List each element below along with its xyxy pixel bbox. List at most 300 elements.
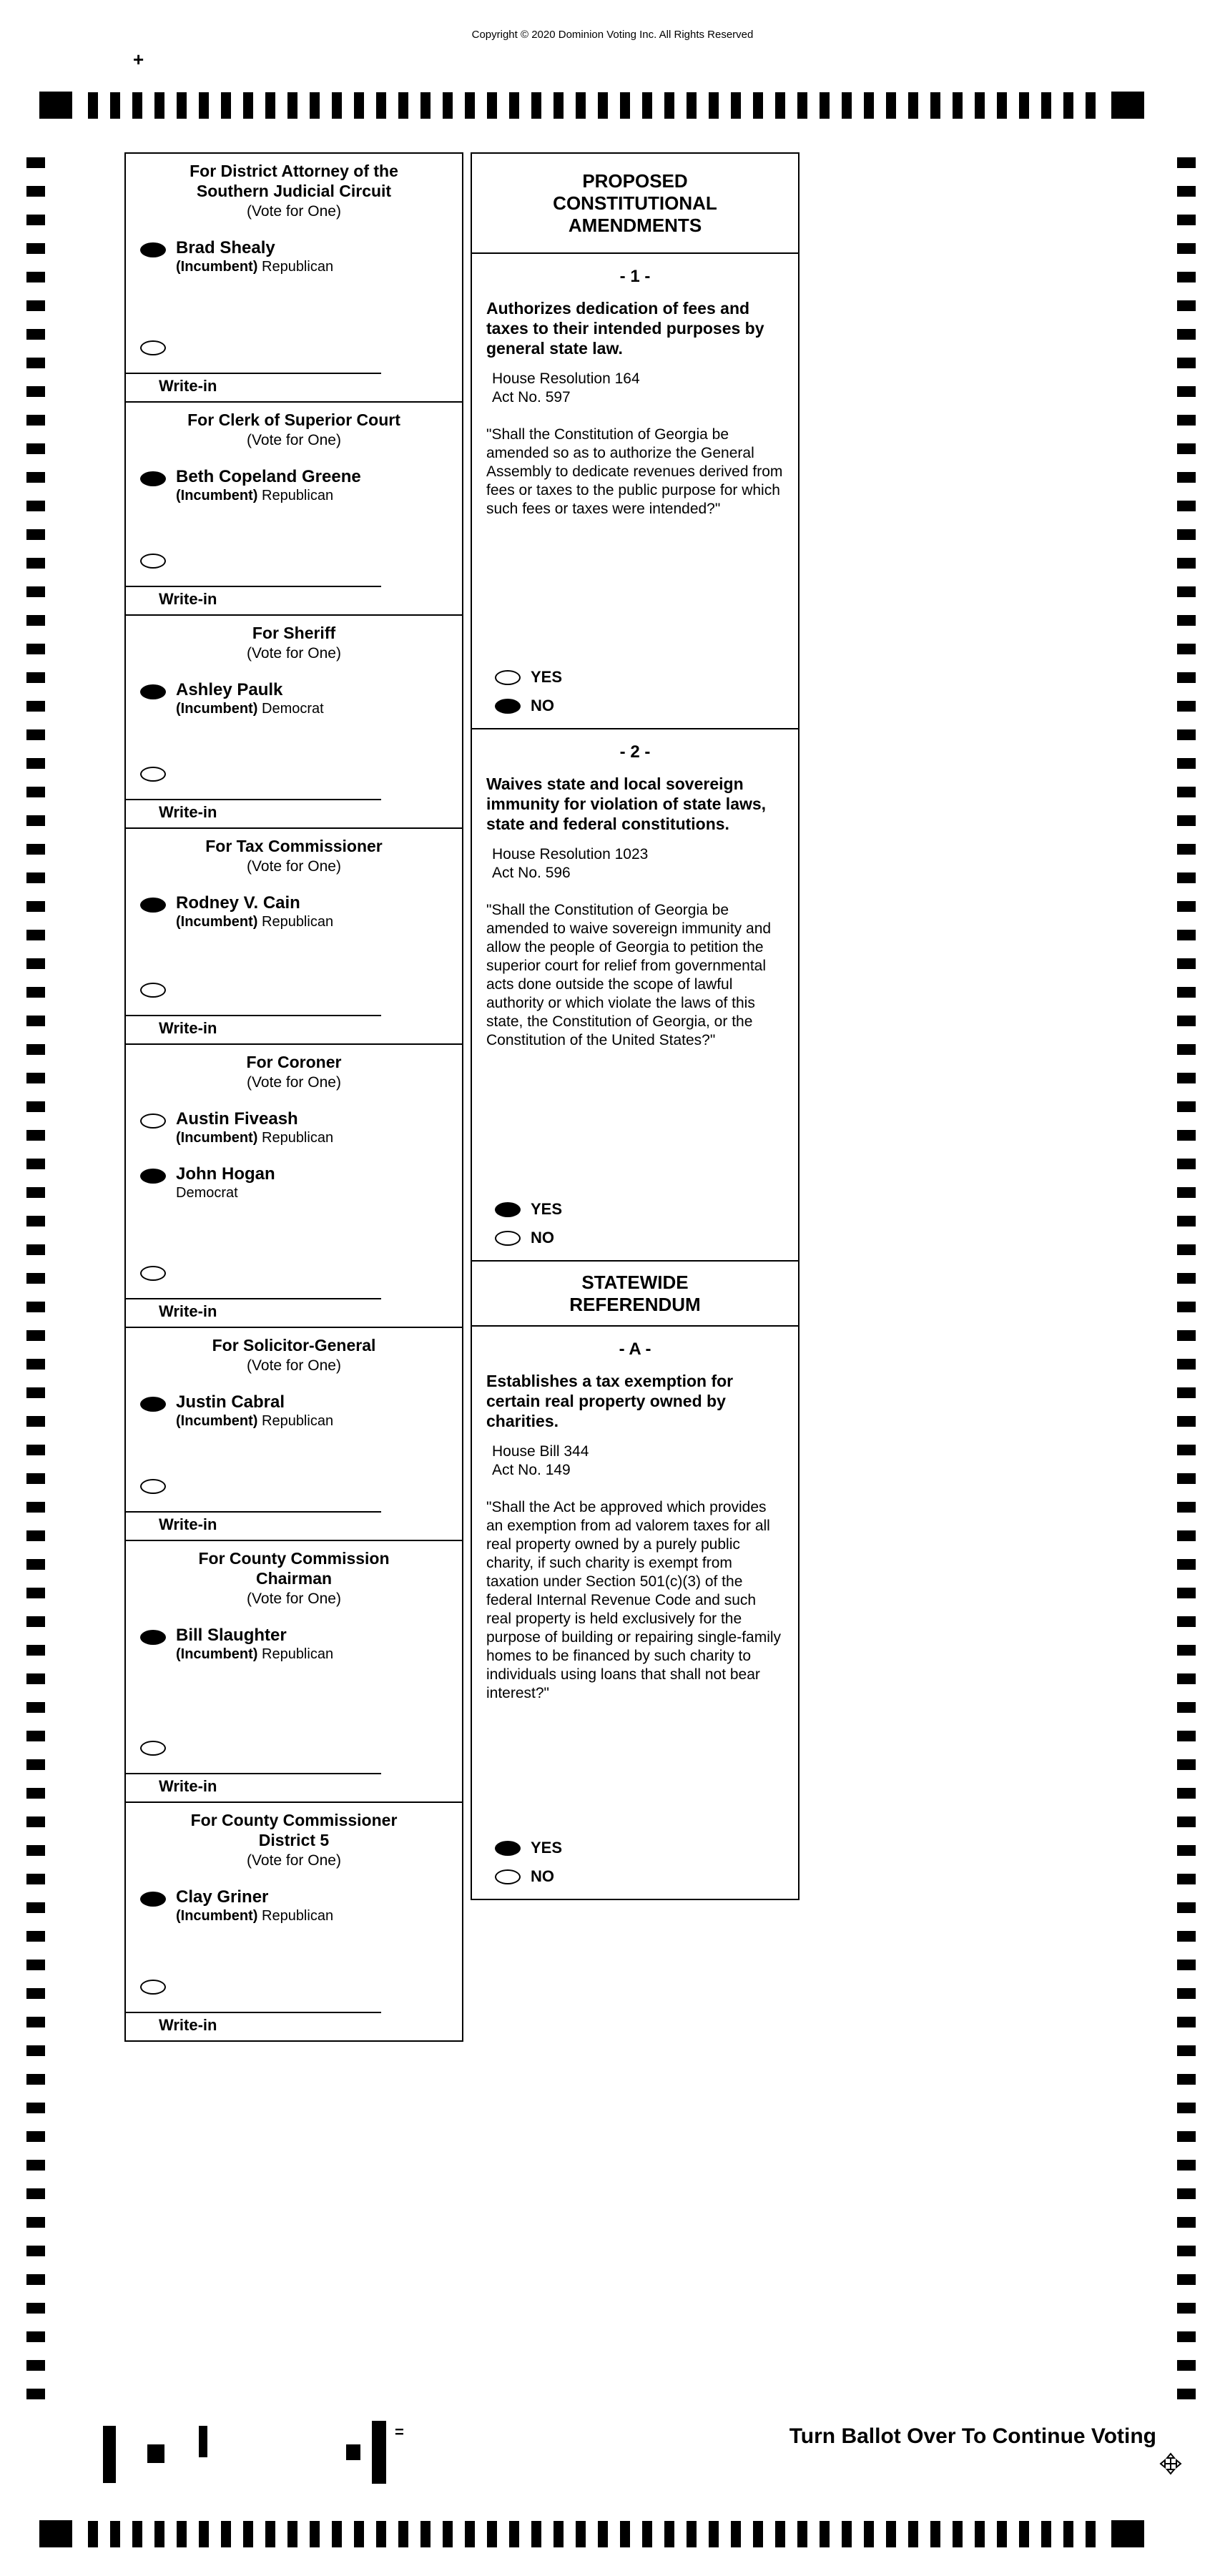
candidate-detail: (Incumbent) Republican (176, 914, 334, 930)
timing-mark (26, 2331, 45, 2342)
timing-block (1111, 2520, 1144, 2547)
timing-mark (1177, 1159, 1196, 1169)
contest-column (124, 152, 463, 2042)
vote-oval[interactable] (495, 1202, 521, 1217)
timing-mark (26, 443, 45, 454)
write-in-label: Write-in (159, 1515, 217, 1533)
measure-summary: Authorizes dedication of fees and taxes to their intended purposes by general state law. (486, 299, 764, 358)
contest-instruction: (Vote for One) (247, 858, 341, 875)
timing-mark (753, 2521, 763, 2547)
write-in-line[interactable] (126, 1015, 381, 1016)
write-in-line[interactable] (126, 373, 381, 374)
timing-mark (177, 2521, 187, 2547)
timing-mark (443, 2521, 453, 2547)
timing-mark (26, 157, 45, 168)
write-in-oval-row (140, 763, 462, 782)
timing-mark (1177, 787, 1196, 797)
timing-mark (908, 92, 918, 119)
timing-mark (554, 2521, 564, 2547)
timing-mark (1177, 901, 1196, 912)
measure-option (495, 1229, 784, 1247)
timing-mark (199, 92, 209, 119)
vote-oval[interactable] (140, 898, 166, 913)
timing-mark (1177, 1445, 1196, 1455)
candidate-detail: Democrat (176, 1185, 238, 1201)
candidate-info (176, 468, 361, 504)
timing-mark (531, 92, 541, 119)
timing-mark (26, 215, 45, 225)
write-in-oval-row (140, 979, 462, 998)
vote-oval[interactable] (495, 1841, 521, 1856)
timing-mark (1177, 2103, 1196, 2113)
vote-oval[interactable] (140, 1114, 166, 1129)
contest-instruction: (Vote for One) (247, 1591, 341, 1607)
candidate-name: John Hogan (176, 1164, 275, 1184)
timing-mark (576, 2521, 586, 2547)
candidate-row (140, 1165, 462, 1201)
contest-instruction: (Vote for One) (247, 203, 341, 220)
write-in-oval-row (140, 550, 462, 569)
write-in-area (126, 1995, 462, 2040)
timing-mark (1177, 415, 1196, 426)
timing-mark (1177, 1473, 1196, 1484)
timing-mark (26, 358, 45, 368)
measure-number: - A - (619, 1339, 651, 1359)
option-label: NO (531, 1867, 554, 1885)
timing-mark (1177, 1359, 1196, 1370)
measure-box (471, 1327, 800, 1900)
timing-mark (1177, 329, 1196, 340)
timing-mark (26, 586, 45, 597)
timing-mark (26, 701, 45, 712)
timing-mark (1177, 1673, 1196, 1684)
timing-mark (1177, 2017, 1196, 2027)
timing-mark (1177, 472, 1196, 483)
timing-mark (26, 186, 45, 197)
timing-mark (465, 92, 475, 119)
timing-mark (26, 1645, 45, 1656)
section-header-text: PROPOSED CONSTITUTIONAL AMENDMENTS (553, 169, 717, 236)
timing-mark (687, 2521, 697, 2547)
timing-mark (26, 1817, 45, 1827)
timing-mark (310, 2521, 320, 2547)
timing-mark (26, 1445, 45, 1455)
timing-mark (1177, 1216, 1196, 1226)
timing-mark (1177, 1988, 1196, 1999)
timing-mark (26, 472, 45, 483)
timing-mark (26, 1159, 45, 1169)
timing-mark (26, 1187, 45, 1198)
write-in-oval[interactable] (140, 1741, 166, 1756)
timing-mark (332, 2521, 342, 2547)
candidate-name: Rodney V. Cain (176, 893, 300, 913)
timing-mark (26, 2217, 45, 2228)
write-in-oval-row (140, 337, 462, 355)
section-header (471, 1262, 800, 1327)
timing-mark (1086, 2521, 1096, 2547)
timing-band-bottom (39, 2520, 1144, 2547)
measure-box (471, 254, 800, 729)
timing-mark (1177, 1874, 1196, 1884)
write-in-line[interactable] (126, 2012, 381, 2013)
vote-oval[interactable] (140, 1169, 166, 1184)
timing-mark (26, 1216, 45, 1226)
timing-mark (1177, 1960, 1196, 1970)
timing-mark (287, 92, 297, 119)
timing-mark (26, 2103, 45, 2113)
timing-mark (620, 2521, 630, 2547)
timing-mark (908, 2521, 918, 2547)
candidate-name: Beth Copeland Greene (176, 467, 361, 486)
candidate-detail: (Incumbent) Republican (176, 1413, 334, 1429)
timing-mark (1041, 92, 1051, 119)
timing-mark (26, 558, 45, 569)
timing-mark (26, 1273, 45, 1284)
timing-mark (26, 1387, 45, 1398)
timing-mark (731, 92, 741, 119)
candidate-row (140, 1626, 462, 1663)
measure-question: "Shall the Constitution of Georgia be amended to waive sovereign immunity and allow the people of Georgia to petition the superior court for relief from governmental acts done outside the scope of lawful authority or which violate the laws of this state, the Constitution of Georgia, or the Constitution of the United States?" (486, 902, 772, 1048)
write-in-oval[interactable] (140, 767, 166, 782)
timing-mark (26, 1559, 45, 1570)
timing-mark (731, 2521, 741, 2547)
contest-title: For County Commission Chairman (198, 1549, 390, 1588)
write-in-area (126, 782, 462, 827)
timing-mark (1177, 1387, 1196, 1398)
candidate-info (176, 1110, 333, 1146)
timing-bars (88, 92, 1096, 119)
timing-mark (1177, 2246, 1196, 2256)
candidate-detail: (Incumbent) Republican (176, 488, 334, 503)
timing-mark (26, 1845, 45, 1856)
timing-mark (26, 1302, 45, 1312)
alignment-mark (372, 2421, 386, 2484)
timing-mark (864, 2521, 874, 2547)
measure-box (471, 729, 800, 1262)
timing-mark (26, 1073, 45, 1083)
timing-mark (1177, 2217, 1196, 2228)
write-in-oval[interactable] (140, 983, 166, 998)
section-header-text: STATEWIDE REFERENDUM (569, 1271, 701, 1315)
timing-mark (26, 1101, 45, 1112)
candidate-info (176, 239, 333, 275)
write-in-label: Write-in (159, 803, 217, 821)
timing-column-left (26, 157, 45, 2399)
timing-mark (1177, 272, 1196, 282)
timing-band-top (39, 92, 1144, 119)
contest-title: For County Commissioner District 5 (190, 1811, 398, 1849)
write-in-oval[interactable] (140, 554, 166, 569)
timing-mark (1177, 701, 1196, 712)
timing-mark (1177, 1502, 1196, 1513)
contest-title: For Coroner (246, 1053, 342, 1071)
timing-mark (1177, 157, 1196, 168)
timing-mark (1177, 1845, 1196, 1856)
timing-mark (1063, 2521, 1073, 2547)
write-in-line[interactable] (126, 586, 381, 587)
timing-mark (398, 92, 408, 119)
timing-mark (26, 1788, 45, 1799)
timing-mark (1177, 1731, 1196, 1741)
timing-mark (820, 92, 830, 119)
timing-mark (864, 92, 874, 119)
section-header (471, 152, 800, 254)
contest-box (126, 154, 462, 403)
measure-question: "Shall the Act be approved which provides an exemption from ad valorem taxes for all real property owned by a purely public charity, if such charity is exempt from taxation under Section 501(c)(3) of the federal Internal Revenue Code and such real property is held exclusively for the purpose of building or repairing single-family homes to be financed by such charity to individuals using loans that shall not bear interest?" (486, 1499, 782, 1701)
timing-mark (110, 2521, 120, 2547)
timing-mark (1177, 2274, 1196, 2285)
timing-mark (1177, 501, 1196, 511)
timing-mark (1177, 1817, 1196, 1827)
timing-mark (709, 2521, 719, 2547)
timing-mark (886, 2521, 896, 2547)
timing-mark (1177, 443, 1196, 454)
timing-mark (376, 2521, 386, 2547)
write-in-label: Write-in (159, 377, 217, 395)
timing-mark (26, 1988, 45, 1999)
write-in-line[interactable] (126, 1298, 381, 1299)
write-in-line[interactable] (126, 799, 381, 800)
timing-mark (420, 92, 431, 119)
timing-mark (1063, 92, 1073, 119)
timing-mark (26, 901, 45, 912)
write-in-oval-row (140, 1976, 462, 1995)
timing-mark (26, 2389, 45, 2399)
vote-oval[interactable] (495, 1869, 521, 1884)
timing-mark (930, 92, 940, 119)
measure-number: - 1 - (619, 267, 651, 286)
timing-mark (26, 1931, 45, 1942)
timing-mark (26, 1044, 45, 1055)
timing-mark (1177, 2131, 1196, 2142)
timing-mark (26, 1330, 45, 1341)
candidate-row (140, 468, 462, 504)
timing-bars (88, 2521, 1096, 2547)
timing-mark (26, 2274, 45, 2285)
candidate-name: Justin Cabral (176, 1392, 285, 1412)
contest-title: For Solicitor-General (212, 1336, 376, 1355)
timing-mark (26, 644, 45, 654)
timing-mark (26, 2360, 45, 2371)
write-in-line[interactable] (126, 1773, 381, 1774)
timing-mark (1177, 186, 1196, 197)
timing-mark (664, 2521, 674, 2547)
timing-mark (797, 92, 807, 119)
turn-ballot-instruction: Turn Ballot Over To Continue Voting (789, 2424, 1156, 2448)
timing-mark (487, 92, 497, 119)
timing-mark (26, 501, 45, 511)
contest-box (126, 616, 462, 829)
timing-mark (26, 1759, 45, 1770)
timing-mark (753, 92, 763, 119)
write-in-oval[interactable] (140, 1479, 166, 1494)
timing-mark (265, 92, 275, 119)
timing-mark (1177, 2360, 1196, 2371)
timing-mark (26, 758, 45, 769)
timing-mark (1177, 2160, 1196, 2171)
timing-mark (1177, 2331, 1196, 2342)
write-in-area (126, 569, 462, 614)
measure-references: House Resolution 1023 Act No. 596 (492, 846, 649, 881)
candidate-detail: (Incumbent) Republican (176, 1130, 334, 1146)
candidate-info (176, 1165, 275, 1201)
timing-block (1111, 92, 1144, 119)
measure-options (486, 658, 784, 728)
vote-oval[interactable] (140, 471, 166, 486)
timing-mark (26, 1502, 45, 1513)
candidate-row (140, 1393, 462, 1430)
measure-options (486, 1829, 784, 1899)
timing-mark (1177, 2389, 1196, 2399)
timing-mark (26, 243, 45, 254)
timing-mark (1177, 1244, 1196, 1255)
timing-mark (26, 329, 45, 340)
vote-oval[interactable] (140, 1892, 166, 1907)
write-in-label: Write-in (159, 1019, 217, 1037)
timing-mark (26, 1016, 45, 1026)
write-in-oval-row (140, 1262, 462, 1281)
timing-mark (132, 2521, 142, 2547)
candidate-row (140, 1110, 462, 1146)
timing-mark (576, 92, 586, 119)
measure-options (486, 1190, 784, 1260)
measure-summary: Waives state and local sovereign immunity for violation of state laws, state and federal constitutions. (486, 775, 767, 833)
contest-instruction: (Vote for One) (247, 1074, 341, 1091)
write-in-area (126, 998, 462, 1043)
contest-box (126, 1803, 462, 2040)
timing-mark (26, 729, 45, 740)
candidate-info (176, 681, 324, 717)
timing-mark (1177, 1016, 1196, 1026)
timing-mark (509, 2521, 519, 2547)
contest-instruction: (Vote for One) (247, 432, 341, 448)
timing-mark (664, 92, 674, 119)
timing-mark (842, 92, 852, 119)
timing-mark (1177, 2188, 1196, 2199)
vote-oval[interactable] (140, 684, 166, 699)
timing-column-right (1177, 157, 1196, 2399)
timing-mark (1177, 815, 1196, 826)
move-cursor-icon (1158, 2452, 1183, 2479)
timing-mark (1177, 1902, 1196, 1913)
candidate-detail: (Incumbent) Democrat (176, 701, 324, 717)
timing-mark (26, 672, 45, 683)
timing-mark (287, 2521, 297, 2547)
timing-mark (1177, 987, 1196, 998)
alignment-mark (147, 2444, 164, 2463)
candidate-info (176, 1626, 333, 1663)
candidate-detail: (Incumbent) Republican (176, 259, 334, 275)
write-in-line[interactable] (126, 1511, 381, 1513)
timing-mark (598, 2521, 608, 2547)
timing-mark (1177, 2074, 1196, 2085)
alignment-mark (346, 2444, 360, 2460)
timing-mark (26, 1731, 45, 1741)
timing-mark (26, 1702, 45, 1713)
timing-mark (26, 844, 45, 855)
timing-mark (26, 1588, 45, 1598)
candidate-info (176, 894, 333, 930)
vote-oval[interactable] (495, 1231, 521, 1246)
write-in-oval[interactable] (140, 1266, 166, 1281)
timing-mark (398, 2521, 408, 2547)
timing-mark (1177, 300, 1196, 311)
timing-mark (1177, 586, 1196, 597)
timing-mark (1177, 1588, 1196, 1598)
timing-mark (1177, 1645, 1196, 1656)
equals-mark: = (395, 2423, 404, 2441)
timing-mark (1177, 844, 1196, 855)
write-in-label: Write-in (159, 590, 217, 608)
vote-oval[interactable] (140, 1397, 166, 1412)
timing-mark (26, 2303, 45, 2314)
write-in-oval[interactable] (140, 1980, 166, 1995)
option-label: YES (531, 1839, 563, 1857)
timing-mark (975, 2521, 985, 2547)
timing-mark (642, 92, 652, 119)
vote-oval[interactable] (495, 699, 521, 714)
timing-mark (1086, 92, 1096, 119)
timing-mark (1177, 758, 1196, 769)
contest-box (126, 1328, 462, 1541)
timing-mark (26, 987, 45, 998)
alignment-mark (103, 2426, 116, 2483)
contest-title: For District Attorney of the Southern Judicial Circuit (190, 162, 398, 200)
measure-option (495, 668, 784, 687)
write-in-label: Write-in (159, 1302, 217, 1320)
candidate-detail: (Incumbent) Republican (176, 1908, 334, 1924)
timing-mark (1177, 1788, 1196, 1799)
candidate-row (140, 681, 462, 717)
contest-box (126, 829, 462, 1045)
timing-mark (376, 92, 386, 119)
timing-mark (1177, 1530, 1196, 1541)
timing-mark (26, 1416, 45, 1427)
timing-mark (1177, 1302, 1196, 1312)
write-in-area (126, 1494, 462, 1540)
timing-mark (26, 1673, 45, 1684)
option-label: NO (531, 697, 554, 714)
timing-mark (886, 92, 896, 119)
timing-mark (1177, 1273, 1196, 1284)
timing-mark (26, 300, 45, 311)
timing-mark (1177, 386, 1196, 397)
timing-mark (1177, 1330, 1196, 1341)
contest-instruction: (Vote for One) (247, 645, 341, 662)
vote-oval[interactable] (495, 670, 521, 685)
timing-mark (26, 2246, 45, 2256)
timing-mark (1177, 1559, 1196, 1570)
option-label: NO (531, 1229, 554, 1247)
timing-mark (154, 2521, 164, 2547)
timing-mark (1041, 2521, 1051, 2547)
timing-block (39, 92, 72, 119)
write-in-oval[interactable] (140, 340, 166, 355)
measure-number: - 2 - (619, 742, 651, 762)
vote-oval[interactable] (140, 1630, 166, 1645)
timing-mark (930, 2521, 940, 2547)
contest-instruction: (Vote for One) (247, 1852, 341, 1869)
candidate-name: Ashley Paulk (176, 680, 283, 699)
contest-box (126, 1541, 462, 1803)
timing-mark (26, 815, 45, 826)
timing-mark (1177, 243, 1196, 254)
timing-mark (1019, 92, 1029, 119)
timing-mark (1177, 1187, 1196, 1198)
contest-title: For Tax Commissioner (205, 837, 383, 855)
candidate-info (176, 1393, 333, 1430)
vote-oval[interactable] (140, 242, 166, 257)
